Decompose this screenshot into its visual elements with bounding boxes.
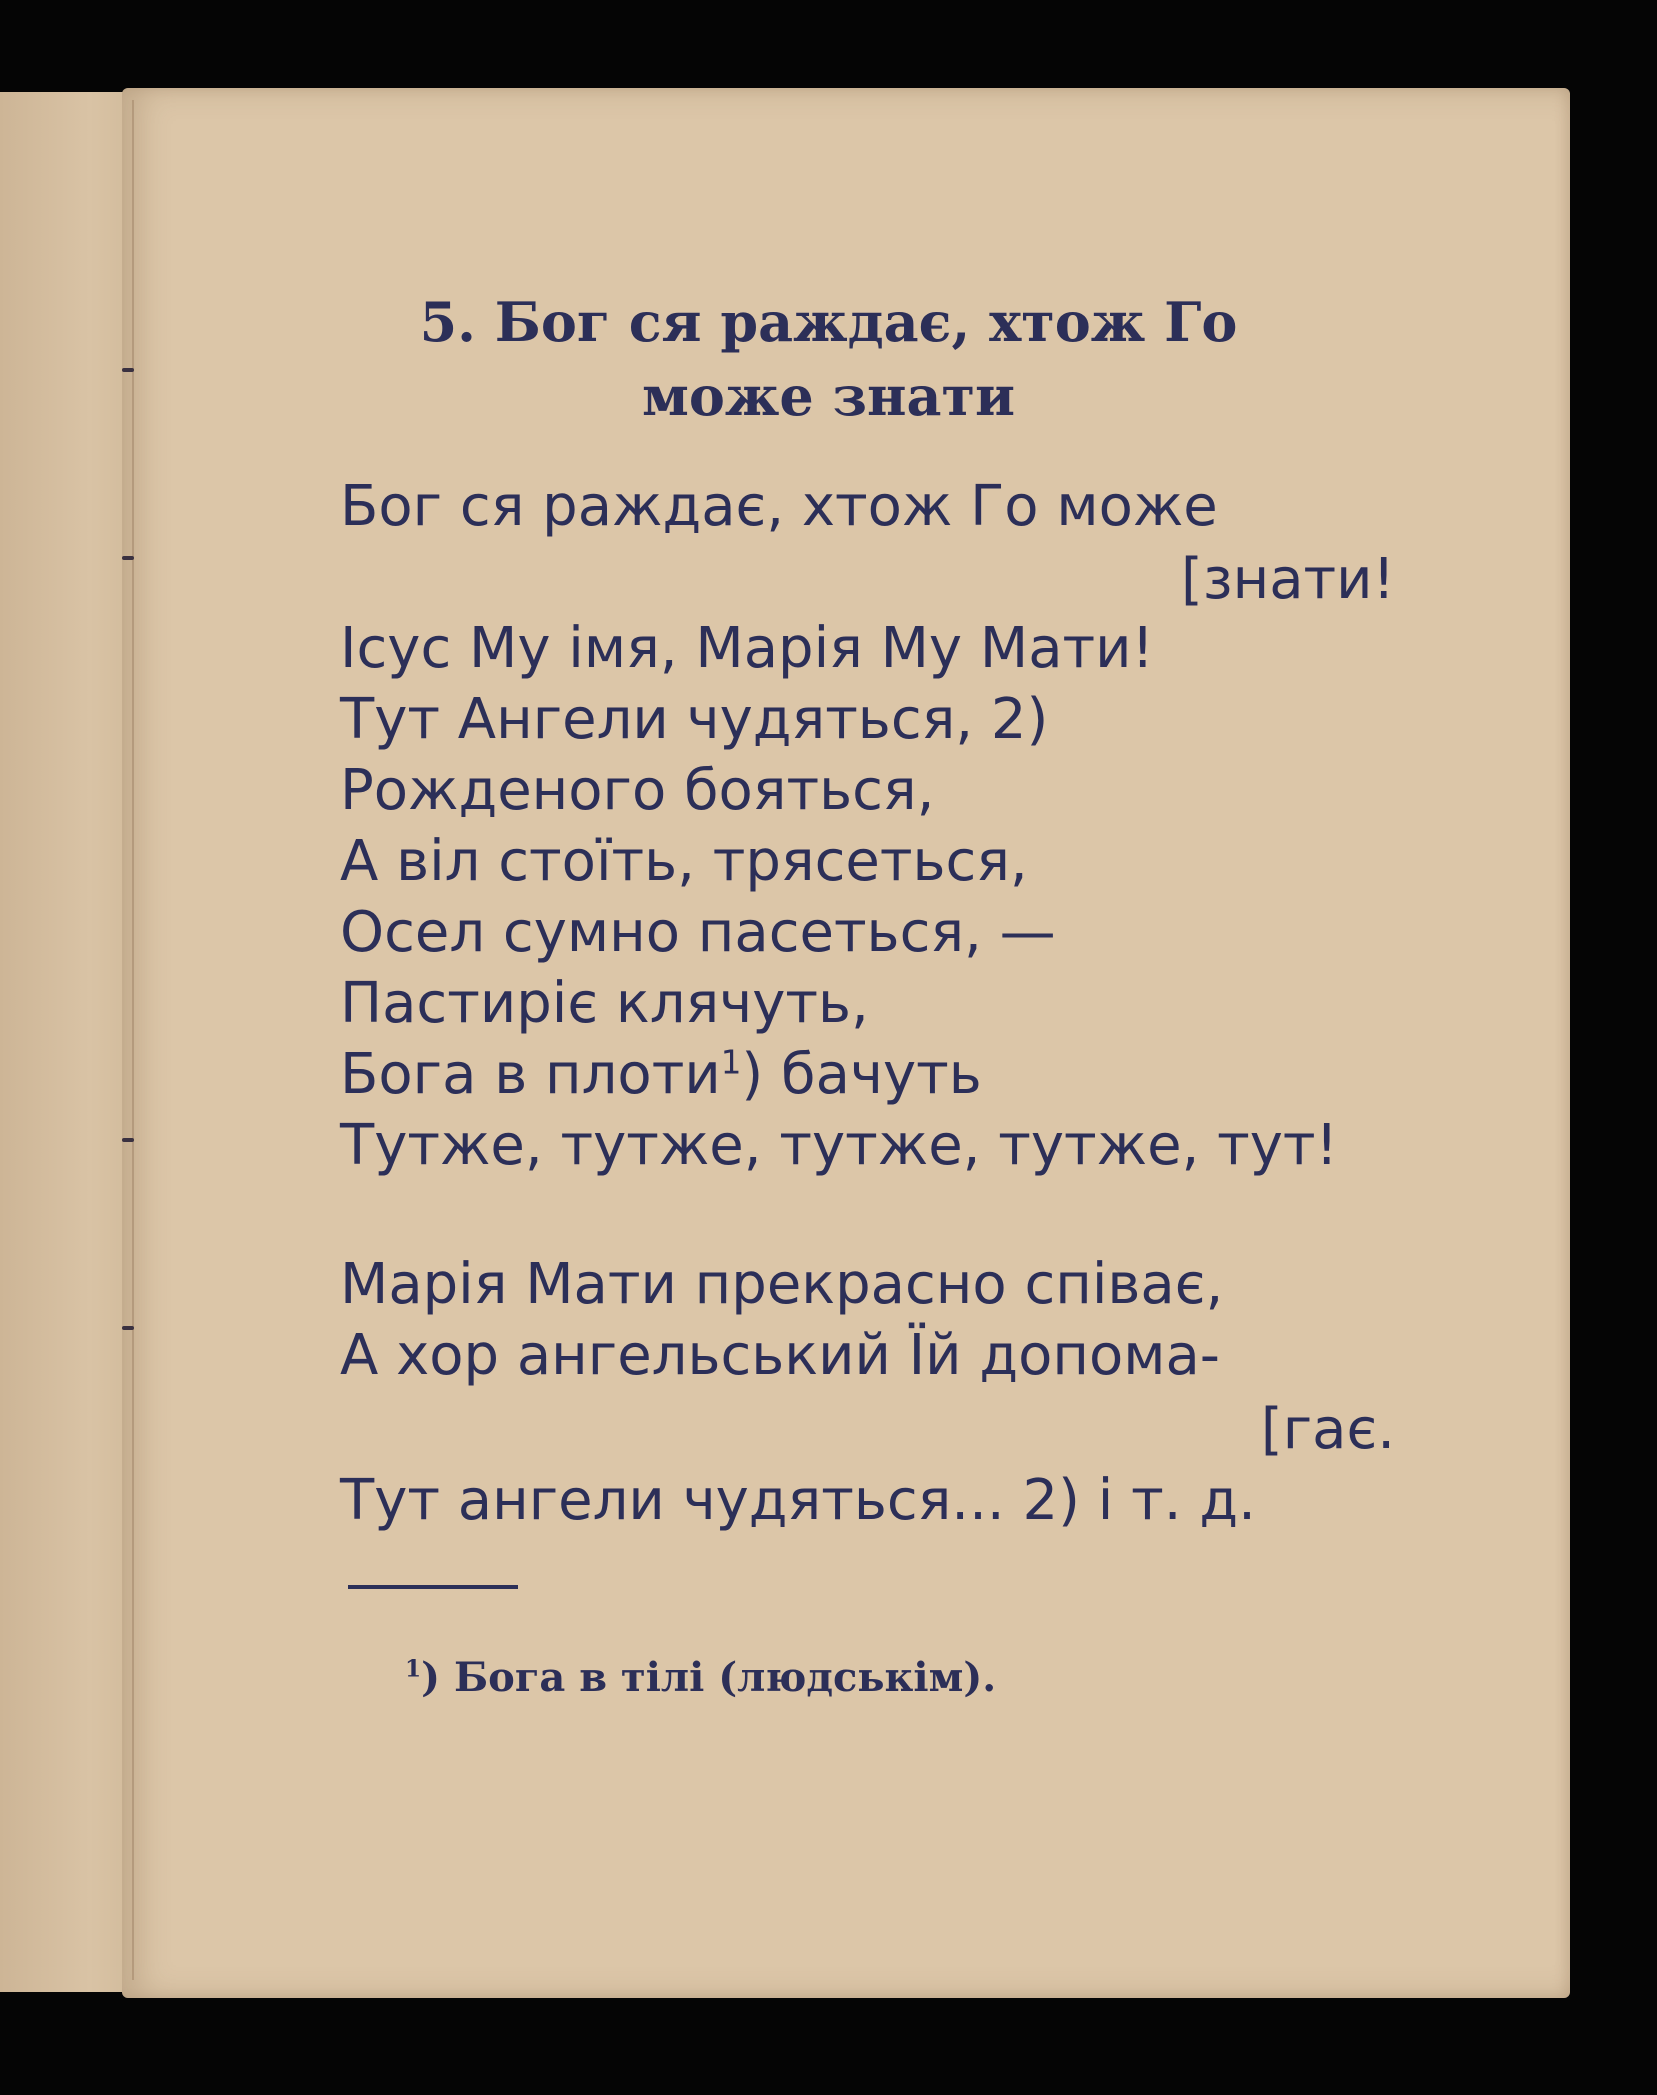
footnote-mark: 1 xyxy=(405,1655,422,1683)
verse-line-continuation: [знати! xyxy=(1180,547,1395,612)
verse-line: Тут ангели чудяться... 2) і т. д. xyxy=(340,1468,1256,1533)
footnote-text: ) Бога в тілі (людськім). xyxy=(421,1654,997,1701)
verse-line: Тут Ангели чудяться, 2) xyxy=(340,687,1049,752)
song-title-line-2: може знати xyxy=(641,364,1016,428)
verse-line: Марія Мати прекрасно співає, xyxy=(340,1252,1224,1317)
binding-stitch xyxy=(122,556,134,560)
verse-line: Рожденого бояться, xyxy=(340,758,935,823)
binding-stitch xyxy=(122,1138,134,1142)
verse-text: Бога в плоти xyxy=(340,1042,721,1107)
footnote-divider xyxy=(348,1585,518,1589)
footnote xyxy=(405,1652,996,1704)
footnote-reference: 1 xyxy=(720,1043,742,1082)
verse-line: Ісус Му імя, Марія Му Мати! xyxy=(340,616,1154,681)
verse-line: Тутже, тутже, тутже, тутже, тут! xyxy=(340,1113,1338,1178)
verse-line: А віл стоїть, трясеться, xyxy=(340,829,1028,894)
verse-line-continuation: [гає. xyxy=(1260,1397,1395,1462)
verse-text: ) бачуть xyxy=(741,1042,982,1107)
verse-line: Осел сумно пасеться, — xyxy=(340,900,1056,965)
song-title-line-1: 5. Бог ся раждає, хтож Го xyxy=(419,290,1238,354)
verse-line: Бог ся раждає, хтож Го може xyxy=(340,474,1218,539)
verse-line: А хор ангельський Їй допома- xyxy=(340,1323,1221,1388)
binding-stitch xyxy=(122,1326,134,1330)
verse-line: Пастиріє клячуть, xyxy=(340,971,869,1036)
verse-line-with-footnote xyxy=(340,1040,982,1110)
